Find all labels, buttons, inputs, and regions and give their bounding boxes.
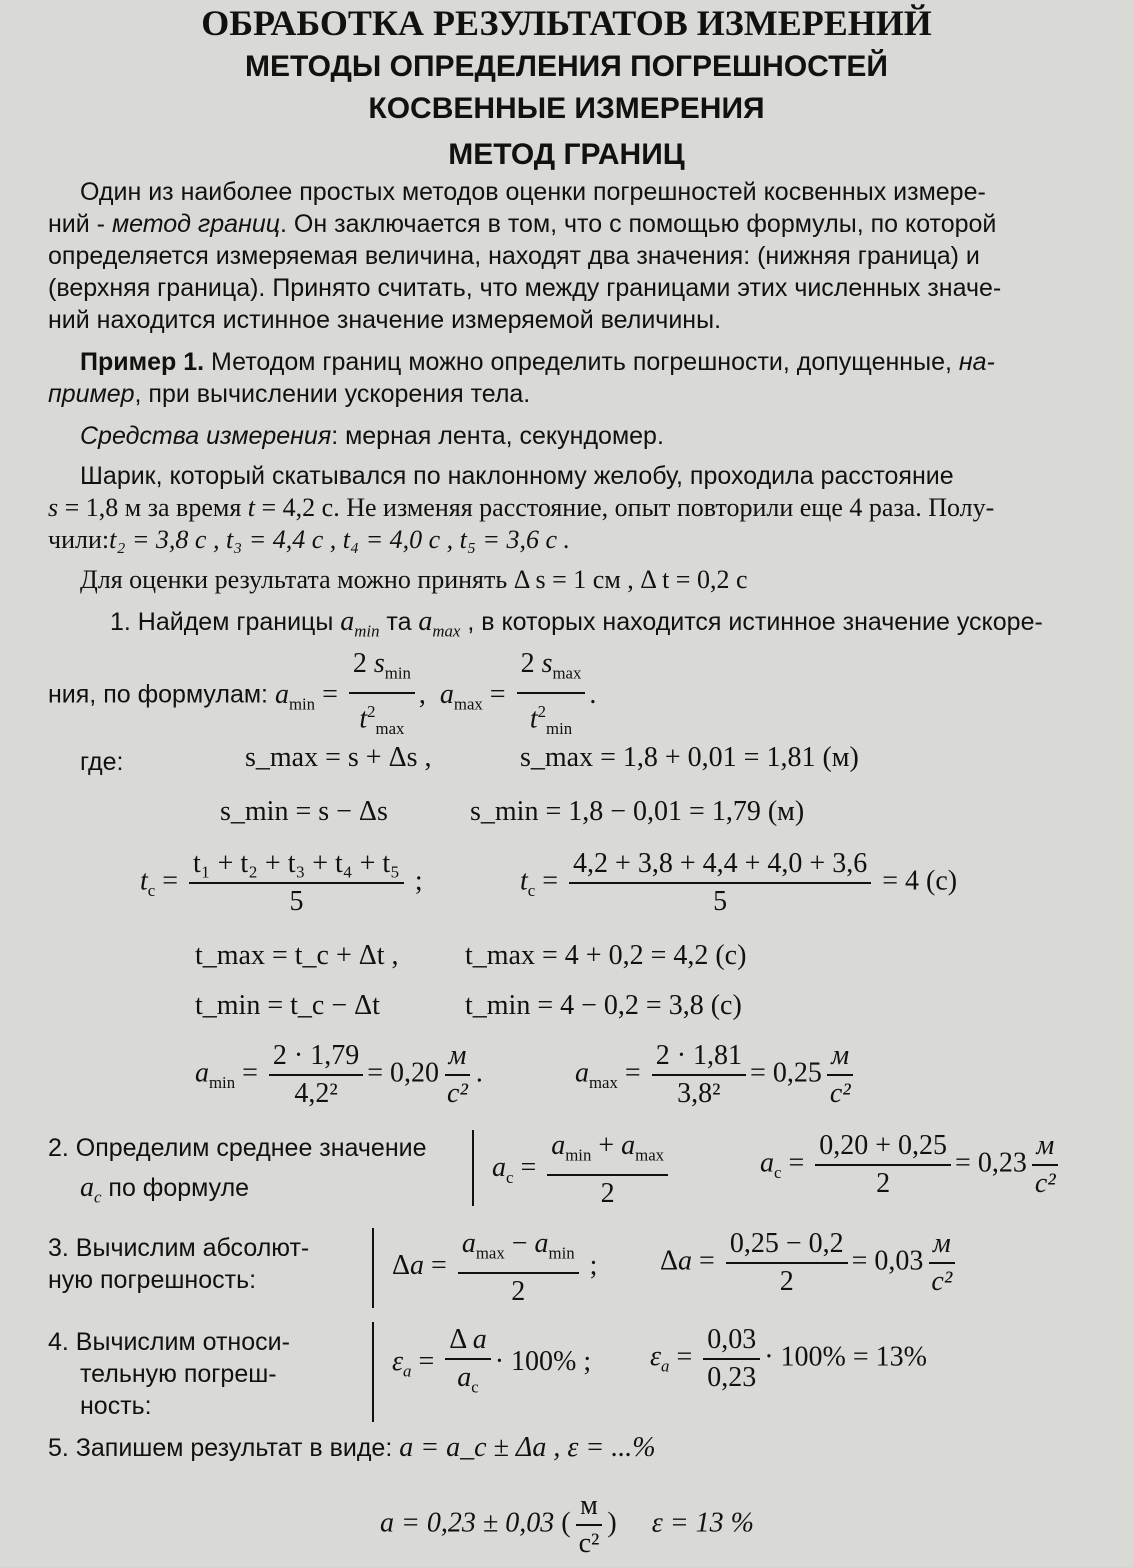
value-tmin: t_min = 4 − 0,2 = 3,8 (с) [465, 990, 742, 1021]
title-indirect: КОСВЕННЫЕ ИЗМЕРЕНИЯ [368, 92, 765, 125]
example-line-1: Пример 1. Методом границ можно определить погрешности, допущенные, на- [80, 348, 995, 376]
measurement-tools: Средства измерения: мерная лента, секундомер. [80, 422, 664, 450]
intro-line-5: ний находится истинное значение измеряемой величины. [48, 306, 722, 334]
formula-tc: $t_c$ = $\frac{\text{t₁ + t₂ + t₃ + t₄ + t₅}}{5}$ ; [140, 848, 423, 917]
step5-line: 5. Запишем результат в виде: a = a_c ± Δa , ε = ...% [48, 1432, 656, 1463]
condition-line-1: Шарик, который скатывался по наклонному желобу, проходила расстояние [80, 462, 954, 490]
final-result: a = 0,23 ± 0,03 ( $\frac{м}{\text{c²}}$ ) ε = 13 % [380, 1490, 755, 1559]
step1-line-1: 1. Найдем границы $a_{min}$ та $a_{max}$ , в которых находится истинное значение ускоре- [110, 606, 1043, 641]
intro-line-3: определяется измеряемая величина, находят два значения: (нижняя граница) и [48, 242, 980, 270]
value-amin: $a_{min}$ = $\frac{2 \cdot 1,79}{\text{4,2²}}$ = 0,20 $\frac{м}{\text{c²}}$ . [195, 1040, 483, 1109]
where-label: где: [80, 748, 124, 776]
value-smax: s_max = 1,8 + 0,01 = 1,81 (м) [520, 742, 859, 773]
intro-line-1: Один из наиболее простых методов оценки погрешностей косвенных измере- [80, 178, 986, 206]
condition-line-3: чили:t₂ = 3,8 c , t₃ = 4,4 c , t₄ = 4,0 c , t₅ = 3,6 c . [48, 525, 570, 554]
step3-line-2: ную погрешность: [48, 1266, 257, 1294]
value-amax: $a_{max}$ = $\frac{2 \cdot 1,81}{\text{3,8²}}$ = 0,25 $\frac{м}{\text{c²}}$ [575, 1040, 859, 1110]
formula-tmax: t_max = t_c + Δt , [195, 940, 399, 971]
value-delta-a: Δa = $\frac{0,25 - 0,2}{2}$ = 0,03 $\frac{м}{\text{c²}}$ [660, 1228, 960, 1298]
step4-line-2: тельную погреш- [80, 1360, 277, 1388]
step2-line-2: $a_c$ по формуле [80, 1172, 250, 1207]
step3-line-1: 3. Вычислим абсолют- [48, 1234, 310, 1262]
step4-line-1: 4. Вычислим относи- [48, 1328, 290, 1356]
step2-line-1: 2. Определим среднее значение [48, 1134, 427, 1162]
formula-tmin: t_min = t_c − Δt [195, 990, 380, 1021]
step4-line-3: ность: [80, 1392, 152, 1420]
formula-epsilon: $\varepsilon_a$ = $\frac{\text{Δ a}}{a_c}$ · 100% ; [392, 1324, 592, 1397]
divider-step2 [472, 1130, 474, 1206]
title-main: ОБРАБОТКА РЕЗУЛЬТАТОВ ИЗМЕРЕНИЙ [201, 3, 932, 43]
divider-step3 [372, 1228, 374, 1308]
value-tc: $t_c$ = $\frac{4,2 + 3,8 + 4,4 + 4,0 + 3,6}{5}$ = 4 (с) [520, 848, 958, 917]
value-ac: $a_c$ = $\frac{0,20 + 0,25}{2}$ = 0,23 $\frac{м}{\text{c²}}$ [760, 1130, 1064, 1200]
divider-step4 [372, 1322, 374, 1422]
value-epsilon: $\varepsilon_a$ = $\frac{0,03}{0,23}$ · 100% = 13% [650, 1324, 927, 1393]
condition-line-2: s = 1,8 м за время t = 4,2 с. Не изменяя расстояние, опыт повторили еще 4 раза. Полу- [48, 493, 995, 522]
estimate-line: Для оценки результата можно принять Δ s = 1 см , Δ t = 0,2 c [80, 565, 748, 594]
example-line-2: пример, при вычислении ускорения тела. [48, 380, 531, 408]
step1-line-2: ния, по формулам: $a_{min}$ = $\frac{2 s_{min}}{t^2_{max}}$ , $a_{max}$ = $\frac{2 s_{max}}{t^2_{min}}$ . [48, 648, 597, 738]
formula-smin: s_min = s − Δs [220, 796, 388, 827]
formula-ac: $a_c$ = $\frac{a_{min} + a_{max}}{2}$ [492, 1130, 672, 1210]
formula-smax: s_max = s + Δs , [245, 742, 432, 773]
value-tmax: t_max = 4 + 0,2 = 4,2 (с) [465, 940, 747, 971]
intro-line-4: (верхняя граница). Принято считать, что между границами этих численных значе- [48, 274, 1002, 302]
value-smin: s_min = 1,8 − 0,01 = 1,79 (м) [470, 796, 805, 827]
formula-delta-a: Δa = $\frac{a_{max} - a_{min}}{2}$ ; [392, 1228, 598, 1307]
title-methods: МЕТОДЫ ОПРЕДЕЛЕНИЯ ПОГРЕШНОСТЕЙ [245, 50, 888, 83]
intro-line-2: ний - метод границ. Он заключается в том, что с помощью формулы, по которой [48, 210, 997, 238]
title-method: МЕТОД ГРАНИЦ [448, 138, 685, 171]
